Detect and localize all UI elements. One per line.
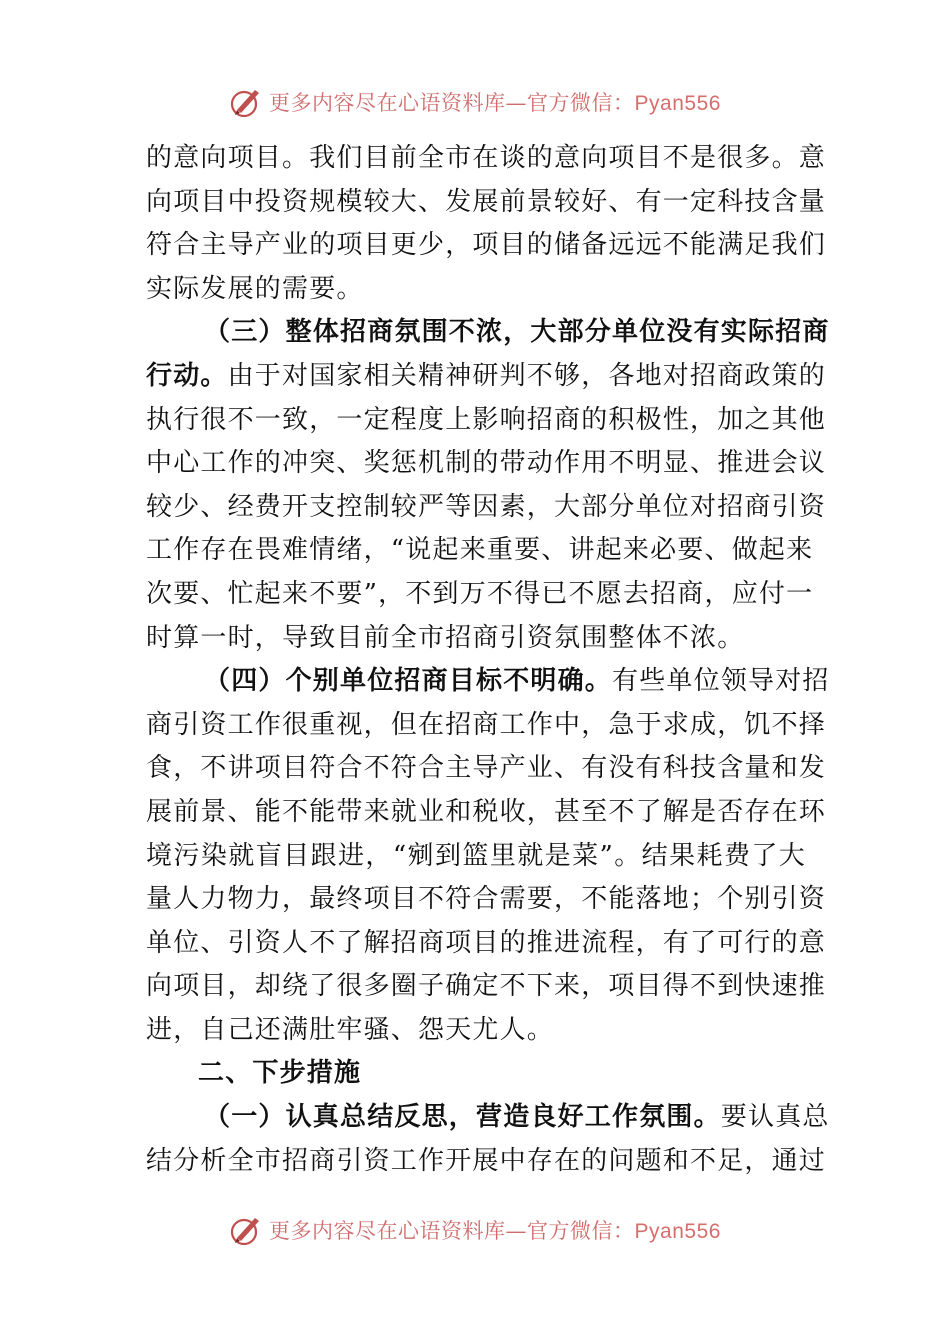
watermark-wechat-id: Pyan556 bbox=[634, 92, 721, 115]
body-line: 工作存在畏难情绪，“说起来重要、讲起来必要、做起来 bbox=[146, 535, 814, 566]
body-text: 由于对国家相关精神研判不够，各地对招商政策的 bbox=[227, 360, 827, 391]
body-line: 食，不讲项目符合不符合主导产业、有没有科技含量和发 bbox=[146, 753, 827, 784]
section-2-title bbox=[146, 1052, 806, 1096]
body-line: 结分析全市招商引资工作开展中存在的问题和不足，通过 bbox=[146, 1145, 827, 1176]
body-line: 单位、引资人不了解招商项目的推进流程，有了可行的意 bbox=[146, 927, 827, 958]
body-line: 实际发展的需要。 bbox=[146, 273, 364, 304]
heading-text: （一）认真总结反思，营造良好工作氛围。 bbox=[204, 1102, 721, 1133]
heading-text: （三）整体招商氛围不浓，大部分单位没有实际招商 bbox=[204, 317, 830, 348]
body-line: 较少、经费开支控制较严等因素，大部分单位对招商引资 bbox=[146, 491, 827, 522]
body-line bbox=[146, 355, 827, 399]
body-line: 符合主导产业的项目更少，项目的储备远远不能满足我们 bbox=[146, 230, 827, 261]
subsection-1-heading bbox=[146, 1096, 830, 1140]
section-4-heading bbox=[146, 660, 830, 704]
body-line: 境污染就盲目跟进，“剜到篮里就是菜”。结果耗费了大 bbox=[146, 840, 806, 871]
body-line: 展前景、能不能带来就业和税收，甚至不了解是否存在环 bbox=[146, 796, 827, 827]
body-line: 商引资工作很重视，但在招商工作中，急于求成，饥不择 bbox=[146, 709, 827, 740]
pen-logo-icon bbox=[229, 85, 263, 119]
document-body bbox=[146, 137, 830, 1183]
section-3-heading bbox=[146, 311, 830, 355]
header-watermark bbox=[0, 80, 950, 124]
watermark-wechat-id: Pyan556 bbox=[634, 1220, 721, 1243]
body-line: 向项目，却绕了很多圈子确定不下来，项目得不到快速推 bbox=[146, 971, 827, 1002]
body-line: 的意向项目。我们目前全市在谈的意向项目不是很多。意 bbox=[146, 143, 827, 173]
watermark-text bbox=[269, 87, 721, 117]
heading-text: 行动。 bbox=[146, 360, 228, 391]
body-text: 有些单位领导对招 bbox=[612, 666, 830, 697]
body-text: 要认真总 bbox=[720, 1102, 830, 1133]
section-title-text: 二、下步措施 bbox=[198, 1058, 362, 1089]
watermark-label: 更多内容尽在心语资料库—官方微信： bbox=[269, 91, 635, 115]
body-line: 向项目中投资规模较大、发展前景较好、有一定科技含量 bbox=[146, 186, 827, 217]
body-line: 次要、忙起来不要”，不到万不得已不愿去招商，应付一 bbox=[146, 578, 814, 609]
body-line: 中心工作的冲突、奖惩机制的带动作用不明显、推进会议 bbox=[146, 448, 827, 479]
heading-text: （四）个别单位招商目标不明确。 bbox=[204, 666, 613, 697]
watermark-label: 更多内容尽在心语资料库—官方微信： bbox=[269, 1219, 635, 1243]
footer-watermark bbox=[0, 1208, 950, 1252]
body-line: 进，自己还满肚牢骚、怨天尤人。 bbox=[146, 1014, 555, 1045]
body-line: 执行很不一致，一定程度上影响招商的积极性，加之其他 bbox=[146, 404, 827, 435]
body-line: 量人力物力，最终项目不符合需要，不能落地；个别引资 bbox=[146, 884, 827, 915]
pen-logo-icon bbox=[229, 1213, 263, 1247]
watermark-text bbox=[269, 1215, 721, 1245]
body-line: 时算一时，导致目前全市招商引资氛围整体不浓。 bbox=[146, 622, 745, 653]
